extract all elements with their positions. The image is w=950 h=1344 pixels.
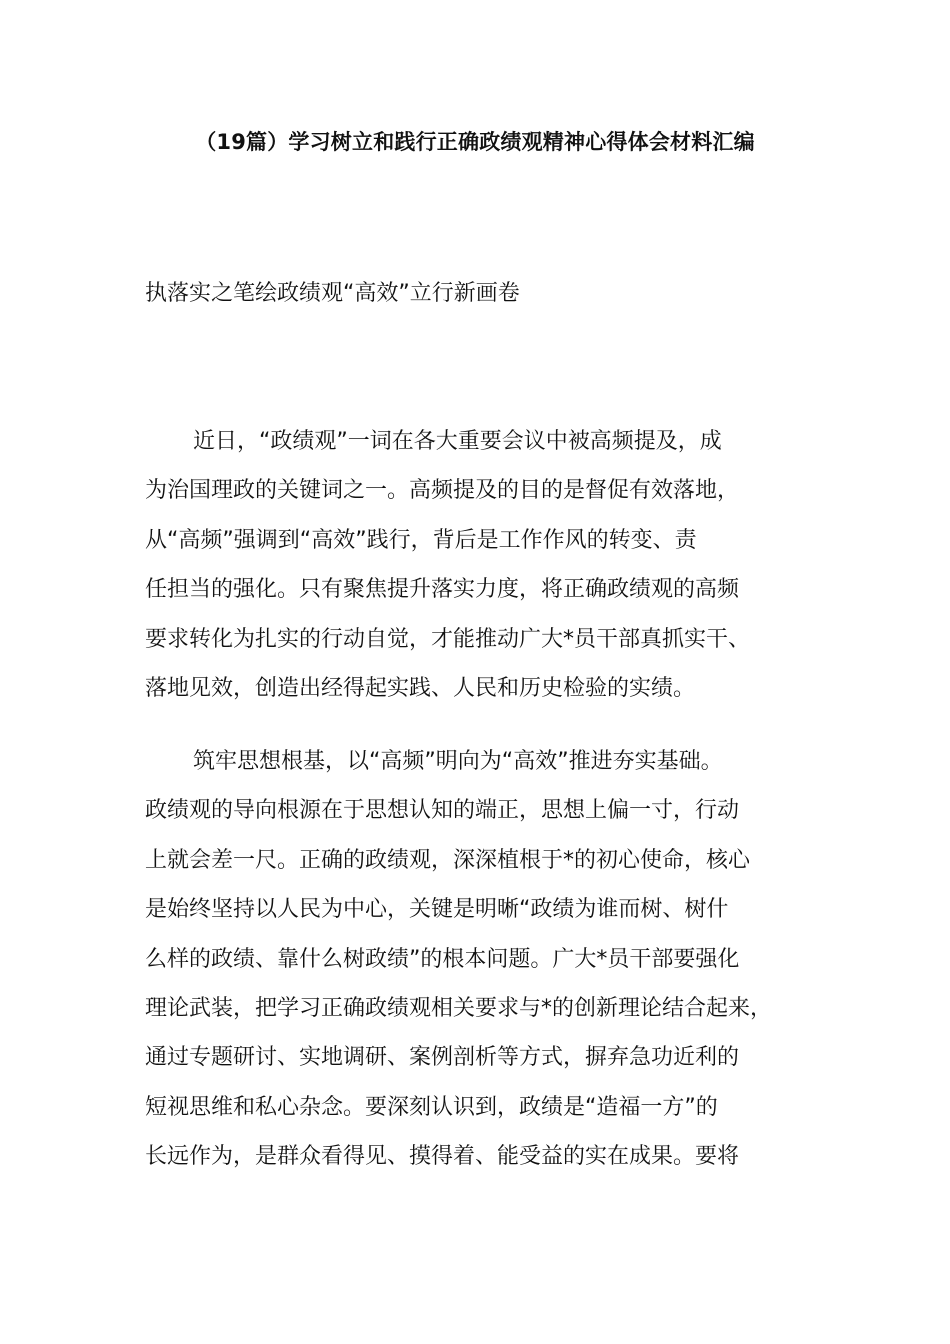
text-line: 从“高频”强调到“高效”践行，背后是工作作风的转变、责 — [145, 527, 697, 553]
text-line: 通过专题研讨、实地调研、案例剖析等方式，摒弃急功近利的 — [145, 1045, 740, 1071]
paragraph-2 — [145, 744, 825, 1189]
text-line: 落地见效，创造出经得起实践、人民和历史检验的实绩。 — [145, 675, 696, 701]
text-line: 近日，“政绩观”一词在各大重要会议中被高频提及，成 — [193, 429, 722, 454]
text-line: 理论武装，把学习正确政绩观相关要求与*的创新理论结合起来， — [145, 995, 773, 1021]
text-line: 短视思维和私心杂念。要深刻认识到，政绩是“造福一方”的 — [145, 1094, 718, 1120]
text-line: 为治国理政的关键词之一。高频提及的目的是督促有效落地， — [145, 478, 740, 504]
section-heading: 执落实之笔绘政绩观“高效”立行新画卷 — [145, 281, 520, 306]
text-line: 要求转化为扎实的行动自觉，才能推动广大*员干部真抓实干、 — [145, 626, 751, 652]
text-line: 政绩观的导向根源在于思想认知的端正，思想上偏一寸，行动 — [145, 798, 740, 824]
text-line: 上就会差一尺。正确的政绩观，深深植根于*的初心使命，核心 — [145, 847, 751, 873]
text-line: 任担当的强化。只有聚焦提升落实力度，将正确政绩观的高频 — [145, 577, 740, 603]
text-line: 长远作为，是群众看得见、摸得着、能受益的实在成果。要将 — [145, 1144, 740, 1170]
paragraph-1 — [145, 424, 825, 720]
text-line: 么样的政绩、靠什么树政绩”的根本问题。广大*员干部要强化 — [145, 946, 740, 972]
document-title: （19篇）学习树立和践行正确政绩观精神心得体会材料汇编 — [195, 130, 755, 154]
text-line: 是始终坚持以人民为中心，关键是明晰“政绩为谁而树、树什 — [145, 897, 729, 923]
text-line: 筑牢思想根基，以“高频”明向为“高效”推进夯实基础。 — [193, 749, 723, 774]
